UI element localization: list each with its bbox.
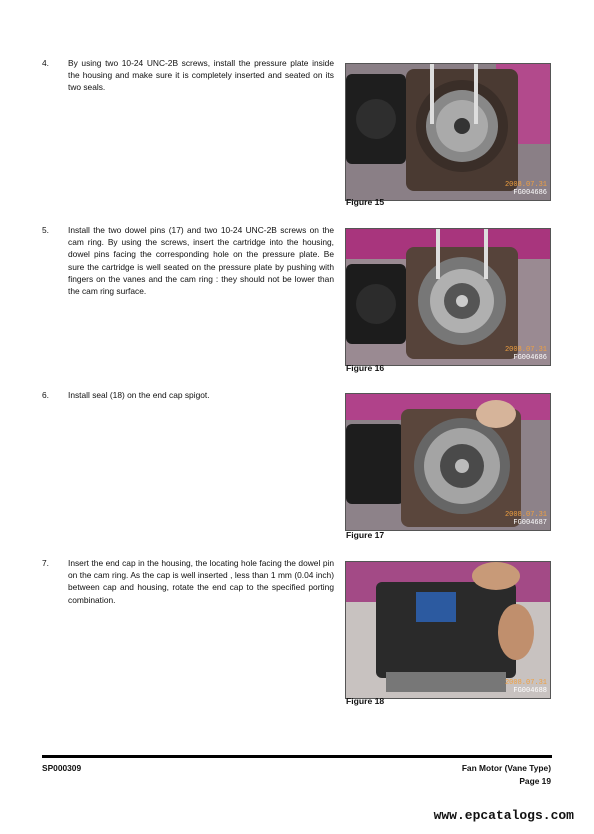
step-text: Install seal (18) on the end cap spigot. <box>68 390 210 400</box>
step-number: 5. <box>42 225 49 235</box>
footer-rule <box>42 755 552 758</box>
figure-17-caption: Figure 17 <box>346 530 385 540</box>
section-title: Fan Motor (Vane Type) <box>461 763 551 773</box>
page-number: Page 19 <box>519 776 551 786</box>
photo-code: FG004686 <box>513 189 547 197</box>
step-text: Install the two dowel pins (17) and two 10-24 UNC-2B screws on the cam ring. By using the screws, insert the cartridge into the housing, dowel pins facing the corresponding hole on the pressure plate. Be sure the cartridge is well seated on the pressure plate by pushing with fingers on the vanes and the cam ring : they should not be lower than the cam ring surface. <box>68 225 334 297</box>
photo-date: 2008.07.31 <box>504 679 547 687</box>
step-number: 7. <box>42 558 49 568</box>
photo-stamp <box>505 679 547 695</box>
figure-15-photo <box>345 63 551 201</box>
photo-code: FG004688 <box>513 687 547 695</box>
photo-code: FG004687 <box>513 519 547 527</box>
doc-number: SP000309 <box>42 763 82 773</box>
figure-16-photo <box>345 228 551 366</box>
photo-stamp <box>505 181 547 197</box>
photo-stamp <box>505 346 547 362</box>
photo-date: 2008.07.31 <box>504 511 547 519</box>
watermark-link[interactable]: www.epcatalogs.com <box>433 808 574 823</box>
step-text: By using two 10-24 UNC-2B screws, install the pressure plate inside the housing and make sure it is completely inserted and seated on its two seals. <box>68 58 334 93</box>
photo-date: 2008.07.31 <box>504 181 547 189</box>
step-number: 6. <box>42 390 49 400</box>
photo-stamp <box>505 511 547 527</box>
figure-17-photo <box>345 393 551 531</box>
figure-15-caption: Figure 15 <box>346 197 385 207</box>
photo-code: FG004686 <box>513 354 547 362</box>
figure-18-caption: Figure 18 <box>346 696 385 706</box>
photo-date: 2008.07.31 <box>504 346 547 354</box>
figure-16-caption: Figure 16 <box>346 363 385 373</box>
step-number: 4. <box>42 58 49 68</box>
figure-18-photo <box>345 561 551 699</box>
step-text: Insert the end cap in the housing, the locating hole facing the dowel pin on the cam ring. As the cap is well inserted , less than 1 mm (0.04 inch) between cap and housing, rotate the end cap to the specified porting combination. <box>68 558 334 605</box>
